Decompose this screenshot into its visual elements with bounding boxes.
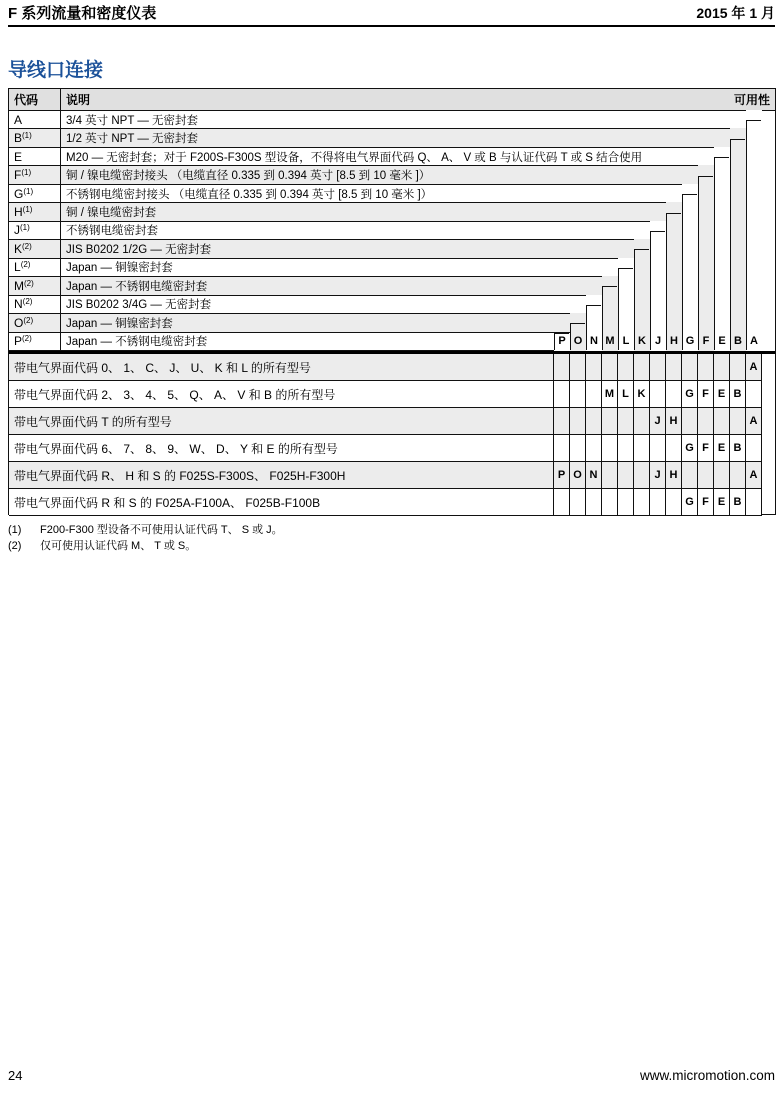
availability-cell bbox=[666, 435, 682, 462]
code-cell: A bbox=[9, 111, 61, 128]
page-footer bbox=[8, 1068, 775, 1083]
availability-bracket bbox=[714, 157, 729, 350]
ladder-column-letter: F bbox=[702, 335, 710, 347]
description-cell: Japan — 不锈钢电缆密封套 bbox=[66, 336, 208, 349]
availability-cell: E bbox=[714, 435, 730, 462]
availability-cell bbox=[746, 435, 762, 462]
code-cell: H (1) bbox=[9, 203, 61, 220]
availability-cell bbox=[586, 381, 602, 408]
ladder-column-letter: H bbox=[670, 335, 678, 347]
availability-cell: J bbox=[650, 462, 666, 489]
availability-row-label: 带电气界面代码 R 和 S 的 F025A-F100A、 F025B-F100B bbox=[9, 489, 554, 516]
availability-cell: O bbox=[570, 462, 586, 489]
ladder-column-letter: J bbox=[654, 335, 662, 347]
availability-bracket bbox=[730, 139, 745, 350]
availability-cell bbox=[586, 354, 602, 381]
availability-cell bbox=[634, 489, 650, 516]
availability-cell: B bbox=[730, 435, 746, 462]
availability-bracket bbox=[682, 194, 697, 350]
ladder-column-letter: A bbox=[750, 335, 758, 347]
table-row bbox=[9, 111, 746, 129]
code-cell: G (1) bbox=[9, 185, 61, 202]
availability-bracket bbox=[698, 176, 713, 350]
availability-cell bbox=[650, 489, 666, 516]
footnote-text: F200-F300 型设备不可使用认证代码 T、 S 或 J。 bbox=[40, 524, 283, 536]
availability-cell bbox=[602, 354, 618, 381]
table-row bbox=[9, 296, 586, 314]
availability-cell bbox=[650, 435, 666, 462]
description-cell: 3/4 英寸 NPT — 无密封套 bbox=[66, 114, 199, 127]
availability-cell bbox=[634, 408, 650, 435]
availability-cell bbox=[554, 408, 570, 435]
availability-cell bbox=[650, 354, 666, 381]
availability-cell: E bbox=[714, 381, 730, 408]
footnote bbox=[8, 522, 283, 538]
availability-cell bbox=[730, 354, 746, 381]
table-row bbox=[9, 129, 730, 147]
availability-cell: F bbox=[698, 489, 714, 516]
availability-cell bbox=[682, 462, 698, 489]
availability-cell bbox=[666, 381, 682, 408]
availability-cell: B bbox=[730, 381, 746, 408]
column-header-desc bbox=[61, 89, 775, 110]
code-cell: F (1) bbox=[9, 166, 61, 183]
ladder-column-letter: O bbox=[573, 335, 583, 347]
availability-cell bbox=[618, 489, 634, 516]
availability-cell: P bbox=[554, 462, 570, 489]
availability-cell bbox=[634, 462, 650, 489]
availability-cell bbox=[570, 489, 586, 516]
availability-cell bbox=[602, 408, 618, 435]
code-cell: M (2) bbox=[9, 277, 61, 294]
availability-row-label: 带电气界面代码 0、 1、 C、 J、 U、 K 和 L 的所有型号 bbox=[9, 354, 554, 381]
description-cell: 不锈钢电缆密封接头 （电缆直径 0.335 到 0.394 英寸 [8.5 到 10 毫米 ]） bbox=[66, 188, 433, 201]
availability-cell bbox=[682, 354, 698, 381]
footnote bbox=[8, 538, 283, 554]
section-title: 导线口连接 bbox=[8, 60, 104, 81]
availability-row-label: 带电气界面代码 R、 H 和 S 的 F025S-F300S、 F025H-F300H bbox=[9, 462, 554, 489]
availability-cell: F bbox=[698, 435, 714, 462]
availability-cell bbox=[634, 435, 650, 462]
availability-cell bbox=[650, 381, 666, 408]
availability-row-label: 带电气界面代码 6、 7、 8、 9、 W、 D、 Y 和 E 的所有型号 bbox=[9, 435, 554, 462]
description-cell: JIS B0202 3/4G — 无密封套 bbox=[66, 299, 212, 312]
availability-cell bbox=[618, 408, 634, 435]
availability-cell bbox=[730, 462, 746, 489]
ladder-column-letter: M bbox=[605, 335, 615, 347]
code-cell: J (1) bbox=[9, 222, 61, 239]
availability-cell bbox=[570, 354, 586, 381]
availability-cell bbox=[714, 408, 730, 435]
table-row bbox=[9, 240, 634, 258]
availability-cell: H bbox=[666, 462, 682, 489]
availability-cell bbox=[586, 408, 602, 435]
availability-cell: G bbox=[682, 381, 698, 408]
availability-cell bbox=[730, 408, 746, 435]
code-cell: N (2) bbox=[9, 296, 61, 313]
table-row bbox=[9, 166, 698, 184]
column-header-code: 代码 bbox=[9, 89, 61, 110]
table-row bbox=[9, 259, 618, 277]
availability-cell: L bbox=[618, 381, 634, 408]
table-row bbox=[9, 203, 666, 221]
availability-cell bbox=[586, 489, 602, 516]
table-row bbox=[9, 277, 602, 295]
footnote-text: 仅可使用认证代码 M、 T 或 S。 bbox=[40, 540, 197, 552]
footnote-number: (1) bbox=[8, 524, 22, 536]
availability-cell: F bbox=[698, 381, 714, 408]
availability-cell bbox=[586, 435, 602, 462]
availability-cell bbox=[554, 381, 570, 408]
footnotes bbox=[8, 522, 283, 554]
description-cell: JIS B0202 1/2G — 无密封套 bbox=[66, 243, 212, 256]
availability-cell bbox=[570, 408, 586, 435]
availability-cell: A bbox=[746, 408, 762, 435]
table-row bbox=[9, 333, 554, 351]
availability-cell: A bbox=[746, 354, 762, 381]
availability-row-label: 带电气界面代码 T 的所有型号 bbox=[9, 408, 554, 435]
availability-cell: J bbox=[650, 408, 666, 435]
availability-cell: G bbox=[682, 489, 698, 516]
availability-cell bbox=[618, 354, 634, 381]
availability-bracket bbox=[650, 231, 665, 350]
availability-cell bbox=[746, 489, 762, 516]
table-header-row bbox=[9, 89, 775, 111]
availability-cell bbox=[714, 462, 730, 489]
code-cell: E bbox=[9, 148, 61, 165]
availability-cell: M bbox=[602, 381, 618, 408]
table-row bbox=[9, 148, 714, 166]
availability-cell bbox=[554, 354, 570, 381]
availability-cell bbox=[602, 462, 618, 489]
column-header-availability: 可用性 bbox=[733, 93, 770, 107]
availability-cell bbox=[618, 462, 634, 489]
document-date: 2015 年 1 月 bbox=[696, 5, 775, 21]
ladder-column-letter: L bbox=[622, 335, 630, 347]
availability-cell bbox=[602, 435, 618, 462]
description-cell: M20 — 无密封套；对于 F200S-F300S 型设备，不得将电气界面代码 Q、 A、 V 或 B 与认证代码 T 或 S 结合使用 bbox=[66, 151, 643, 164]
availability-cell bbox=[666, 489, 682, 516]
description-cell: Japan — 铜镍密封套 bbox=[66, 262, 173, 275]
availability-cell bbox=[554, 435, 570, 462]
availability-cell: K bbox=[634, 381, 650, 408]
availability-cell bbox=[618, 435, 634, 462]
table-row bbox=[9, 222, 650, 240]
availability-cell bbox=[666, 354, 682, 381]
availability-bracket bbox=[666, 213, 681, 350]
code-cell: P (2) bbox=[9, 333, 61, 350]
code-cell: K (2) bbox=[9, 240, 61, 257]
availability-cell bbox=[634, 354, 650, 381]
availability-cell: B bbox=[730, 489, 746, 516]
ladder-column-letter: P bbox=[558, 335, 566, 347]
footnote-number: (2) bbox=[8, 540, 22, 552]
description-cell: Japan — 不锈钢电缆密封套 bbox=[66, 280, 208, 293]
availability-bracket bbox=[746, 120, 761, 350]
table-row bbox=[9, 314, 570, 332]
page-number: 24 bbox=[8, 1068, 23, 1083]
availability-cell: A bbox=[746, 462, 762, 489]
code-cell: B (1) bbox=[9, 129, 61, 146]
page-header bbox=[8, 5, 775, 27]
code-cell: L (2) bbox=[9, 259, 61, 276]
footer-url: www.micromotion.com bbox=[639, 1068, 775, 1083]
availability-cell bbox=[698, 354, 714, 381]
ladder-column-letter: B bbox=[734, 335, 742, 347]
availability-cell: H bbox=[666, 408, 682, 435]
availability-cell bbox=[682, 408, 698, 435]
ladder-column-letter: G bbox=[685, 335, 695, 347]
availability-cell: N bbox=[586, 462, 602, 489]
ladder-column-letter: K bbox=[638, 335, 646, 347]
document-title: F 系列流量和密度仪表 bbox=[8, 5, 157, 22]
availability-cell bbox=[698, 462, 714, 489]
ladder-column-letter: E bbox=[718, 335, 726, 347]
availability-cell bbox=[554, 489, 570, 516]
availability-row-label: 带电气界面代码 2、 3、 4、 5、 Q、 A、 V 和 B 的所有型号 bbox=[9, 381, 554, 408]
description-cell: 铜 / 镍电缆密封接头 （电缆直径 0.335 到 0.394 英寸 [8.5 到 10 毫米 ]） bbox=[66, 170, 431, 183]
ladder-column-letter: N bbox=[590, 335, 598, 347]
availability-cell bbox=[698, 408, 714, 435]
table-row bbox=[9, 185, 682, 203]
availability-cell bbox=[746, 381, 762, 408]
conduit-connection-table bbox=[8, 88, 776, 515]
availability-cell bbox=[602, 489, 618, 516]
availability-cell bbox=[714, 354, 730, 381]
code-cell: O (2) bbox=[9, 314, 61, 331]
column-header-desc-label: 说明 bbox=[66, 93, 91, 107]
availability-cell: E bbox=[714, 489, 730, 516]
availability-cell bbox=[570, 381, 586, 408]
description-cell: 1/2 英寸 NPT — 无密封套 bbox=[66, 133, 199, 146]
availability-cell bbox=[570, 435, 586, 462]
description-cell: Japan — 铜镍密封套 bbox=[66, 317, 173, 330]
description-cell: 不锈钢电缆密封套 bbox=[66, 225, 158, 238]
availability-cell: G bbox=[682, 435, 698, 462]
description-cell: 铜 / 镍电缆密封套 bbox=[66, 207, 157, 220]
